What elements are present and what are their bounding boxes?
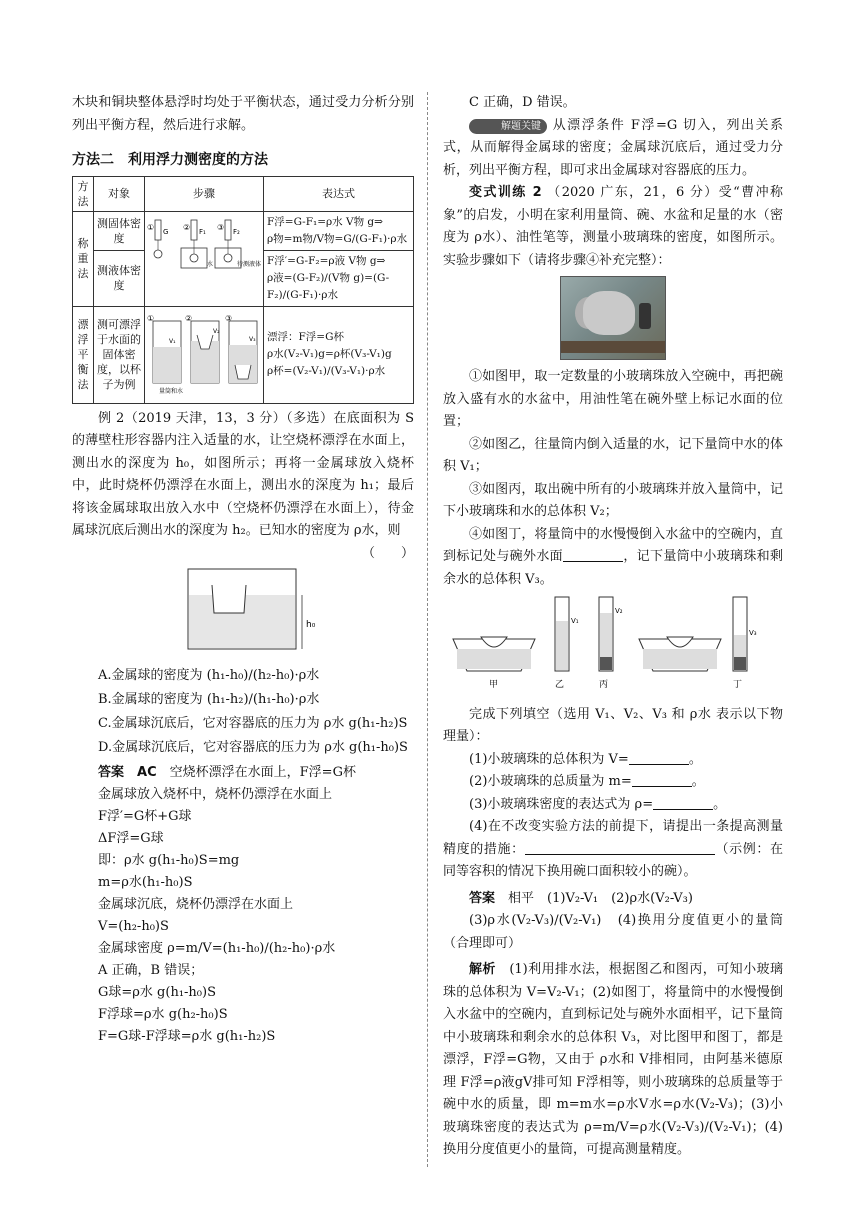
expression-liquid bbox=[264, 250, 414, 306]
floating-beaker bbox=[212, 585, 246, 613]
spring-scale-figure bbox=[145, 214, 263, 300]
left-column bbox=[72, 92, 414, 1048]
expression-solid bbox=[264, 211, 414, 250]
method-floating: 漂浮平衡法 bbox=[73, 306, 94, 403]
experiment-figure bbox=[443, 591, 783, 695]
step-2-label: ② bbox=[185, 313, 193, 323]
label-V1: V₁ bbox=[571, 617, 579, 625]
scale-3 bbox=[225, 220, 231, 240]
answer-bracket: （ ） bbox=[361, 545, 414, 561]
cylinder-water-yi bbox=[556, 621, 568, 670]
object-liquid: 测液体密度 bbox=[94, 250, 145, 306]
blank-q1[interactable] bbox=[629, 750, 689, 765]
right-column bbox=[443, 92, 783, 1162]
expr-floating-b: ρ水(V₂-V₁)g=ρ杯(V₃-V₁)g bbox=[267, 348, 392, 360]
steps-figure-floating bbox=[145, 306, 264, 403]
cao-chong-weighs-elephant-image bbox=[560, 276, 666, 360]
solution-line: F浮′=G杯+G球 bbox=[98, 809, 192, 824]
label-V1: V₁ bbox=[169, 337, 176, 345]
table-header-row bbox=[73, 176, 414, 211]
object-2 bbox=[190, 254, 198, 262]
depth-label-h0: h₀ bbox=[306, 620, 316, 630]
solution-line: 金属球沉底，烧杯仍漂浮在水面上 bbox=[98, 897, 294, 912]
step-3-label: ③ bbox=[217, 222, 225, 232]
glass-beads-ding bbox=[734, 657, 746, 670]
variant-text: （2020 广东，21，6 分）受“曹冲称象”的启发，小明在家利用量筒、碗、水盆和足量的水（密度为 ρ水）、油性笔等，测量小玻璃珠的密度，如图所示。实验步骤如下（请将步骤④补充完整）： bbox=[443, 185, 784, 268]
analysis-label: 解析 bbox=[469, 962, 496, 977]
expr-liquid-a: F浮′=G-F₂=ρ液 V物 g⇒ bbox=[267, 254, 386, 267]
answer-label: 答案 bbox=[98, 764, 125, 780]
fig-label-ding: 丁 bbox=[733, 680, 743, 690]
label-G: G bbox=[163, 227, 169, 236]
solution-line: ΔF浮=G球 bbox=[98, 831, 164, 846]
example-2-text bbox=[72, 408, 414, 561]
key-badge: 解题关键 bbox=[469, 119, 547, 134]
bowl-jia bbox=[481, 637, 507, 647]
elephant-shape bbox=[583, 291, 635, 335]
step-1-label: ① bbox=[147, 313, 155, 323]
bowl-ding bbox=[667, 637, 693, 647]
step-2-label: ② bbox=[183, 222, 191, 232]
question-3 bbox=[443, 794, 783, 817]
key-point bbox=[443, 115, 783, 183]
step-3: ③如图丙，取出碗中所有的小玻璃珠并放入量筒中，记下小玻璃珠和水的总体积 V₂； bbox=[443, 481, 783, 519]
header-steps: 步骤 bbox=[145, 176, 264, 211]
fig-label-yi: 乙 bbox=[555, 680, 565, 690]
label-test-liquid: 待测液体 bbox=[237, 260, 262, 268]
table-row bbox=[73, 306, 414, 403]
step-2: ②如图乙，往量筒内倒入适量的水，记下量筒中水的体积 V₁； bbox=[443, 436, 783, 474]
q1-text: (1)小玻璃珠的总体积为 V= bbox=[469, 751, 629, 767]
scale-1 bbox=[155, 220, 161, 240]
expr-floating-c: ρ杯=(V₂-V₁)/(V₃-V₁)·ρ水 bbox=[267, 365, 386, 377]
step-4 bbox=[443, 524, 783, 592]
solution-line: V=(h₂-h₀)S bbox=[98, 919, 169, 934]
expr-liquid-b: ρ液=(G-F₂)/(V物 g)=(G-F₂)/(G-F₁)·ρ水 bbox=[267, 271, 390, 301]
header-method: 方法 bbox=[73, 176, 94, 211]
fig-label-jia: 甲 bbox=[489, 680, 499, 690]
cup-sunk bbox=[235, 365, 251, 379]
method-weighing: 称重法 bbox=[73, 211, 94, 306]
label-V3: V₃ bbox=[749, 629, 757, 637]
question-1 bbox=[443, 749, 783, 772]
question-2 bbox=[443, 771, 783, 794]
expression-floating bbox=[264, 306, 414, 403]
option-b: B.金属球的密度为 (h₁-h₂)/(h₁-h₀)·ρ水 bbox=[98, 691, 320, 707]
analysis-text: (1)利用排水法，根据图乙和图丙，可知小玻璃珠的总体积为 V=V₂-V₁；(2)如图丁，将量筒中的水慢慢倒入水盆中的空碗内，直到标记处与碗外水面相平，记下量筒中小玻璃珠和剩余水的总体积 V₃，对比图甲和图丁，都是漂浮，F浮=G物，又由于 ρ水和 V排相同，由阿基米德原理 F浮=ρ液gV排可知 F浮相等，则小玻璃珠的总质量等于碗中水的质量，即 m=m水=ρ水V水=ρ水(V₂-V₃)；(3)小玻璃珠密度的表达式为 ρ=m/V=ρ水(V₂-V₃)/(V₂-V₁)；(4)换用分度值更小的量筒，可提高测量精度。 bbox=[443, 962, 783, 1157]
option-d: D.金属球沉底后，它对容器底的压力为 ρ水 g(h₁-h₀)S bbox=[98, 739, 408, 755]
option-a: A.金属球的密度为 (h₁-h₀)/(h₂-h₀)·ρ水 bbox=[98, 667, 320, 683]
intro-text: 木块和铜块整体悬浮时均处于平衡状态，通过受力分析分别列出平衡方程，然后进行求解。 bbox=[72, 95, 414, 133]
answer-value: AC bbox=[137, 764, 157, 780]
question-4 bbox=[443, 816, 783, 884]
step-1-label: ① bbox=[147, 222, 155, 232]
label-cylinder-water: 量筒和水 bbox=[159, 387, 184, 395]
analysis-block bbox=[443, 959, 783, 1162]
blank-q4[interactable] bbox=[525, 840, 715, 855]
table-row bbox=[73, 211, 414, 250]
column-divider bbox=[427, 92, 428, 1167]
header-object: 对象 bbox=[94, 176, 145, 211]
expr-floating-a: 漂浮：F浮=G杯 bbox=[267, 331, 344, 343]
label-V2: V₂ bbox=[213, 327, 220, 335]
blank-step4[interactable] bbox=[563, 547, 623, 562]
container-beaker-figure bbox=[72, 565, 414, 655]
object-floating: 测可漂浮于水面的固体密度，以杯子为例 bbox=[94, 306, 145, 403]
basin-water-ding bbox=[643, 649, 717, 669]
answer-block bbox=[443, 888, 783, 911]
label-V3: V₃ bbox=[249, 335, 256, 343]
glass-beads-bing bbox=[600, 657, 612, 670]
answer-first-line: 空烧杯漂浮在水面上，F浮=G杯 bbox=[169, 764, 356, 780]
expr-solid-b: ρ物=m物/V物=G/(G-F₁)·ρ水 bbox=[267, 232, 408, 245]
section-heading: 方法二 利用浮力测密度的方法 bbox=[72, 152, 268, 168]
solution-line: G球=ρ水 g(h₁-h₀)S bbox=[98, 985, 216, 1000]
solution-line: m=ρ水(h₁-h₀)S bbox=[98, 875, 193, 890]
solution-line: 金属球放入烧杯中，烧杯仍漂浮在水面上 bbox=[98, 787, 333, 802]
q3-text: (3)小玻璃珠密度的表达式为 ρ= bbox=[469, 796, 654, 812]
q2-text: (2)小玻璃珠的总质量为 m= bbox=[469, 774, 632, 789]
basin-water-jia bbox=[457, 649, 531, 669]
continued-text: C 正确，D 错误。 bbox=[469, 95, 576, 110]
example-2-body: 例 2（2019 天津，13，3 分）（多选）在底面积为 S 的薄壁柱形容器内注入适量的水，让空烧杯漂浮在水面上，测出水的深度为 h₀，如图所示；再将一金属球放入烧杯中，此时烧杯仍漂浮在水面上，测出水的深度为 h₁；最后将该金属球取出放入水中（空烧杯仍漂浮在水面上），待金属球沉底后测出水的深度为 h₂。已知水的密度为 ρ水，则 bbox=[72, 410, 414, 538]
label-F1: F₁ bbox=[199, 227, 206, 236]
step-3-label: ③ bbox=[225, 313, 233, 323]
q2-end: 。 bbox=[691, 774, 705, 789]
option-c: C.金属球沉底后，它对容器底的压力为 ρ水 g(h₁-h₂)S bbox=[98, 715, 408, 731]
object-1 bbox=[154, 250, 162, 258]
fig-label-bing: 丙 bbox=[599, 680, 609, 690]
expr-solid-a: F浮=G-F₁=ρ水 V物 g⇒ bbox=[267, 215, 383, 228]
solution-line: 即：ρ水 g(h₁-h₀)S=mg bbox=[98, 853, 240, 868]
blank-q3[interactable] bbox=[653, 795, 713, 810]
cylinder-cup-figure bbox=[145, 307, 263, 399]
solution-line: F浮球=ρ水 g(h₂-h₀)S bbox=[98, 1007, 228, 1022]
answer-label: 答案 bbox=[469, 890, 496, 906]
step-1: ①如图甲，取一定数量的小玻璃珠放入空碗中，再把碗放入盛有水的水盆中，用油性笔在碗外壁上标记水面的位置； bbox=[443, 369, 783, 429]
boat-shape bbox=[561, 341, 665, 353]
answer-line-1: 相平 (1)V₂-V₁ (2)ρ水(V₂-V₃) bbox=[508, 890, 693, 906]
answer-line bbox=[72, 762, 414, 785]
q1-end: 。 bbox=[688, 751, 702, 767]
solution-line: F=G球-F浮球=ρ水 g(h₁-h₂)S bbox=[98, 1029, 276, 1044]
blank-q2[interactable] bbox=[632, 772, 692, 787]
variant-label: 变式训练 2 bbox=[469, 185, 542, 200]
answer-line-2: (3)ρ水(V₂-V₃)/(V₂-V₁) (4)换用分度值更小的量筒（合理即可） bbox=[443, 913, 783, 951]
step-4-a: ④如图丁，将量筒中的水慢慢倒入水盆中的空碗内，直到标记处与碗外水面 bbox=[443, 526, 783, 564]
solution-line: 金属球密度 ρ=m/V=(h₁-h₀)/(h₂-h₀)·ρ水 bbox=[98, 941, 336, 956]
header-expression: 表达式 bbox=[264, 176, 414, 211]
q4-text-b: （示例：在同等容积的情况下换用碗口面积较小的碗）。 bbox=[443, 841, 783, 879]
object-3 bbox=[224, 254, 232, 262]
water-1 bbox=[153, 347, 181, 383]
steps-figure-weighing bbox=[145, 211, 264, 306]
q4-text-a: (4)在不改变实验方法的前提下，请提出一条提高测量精度的措施： bbox=[443, 819, 783, 857]
label-F2: F₂ bbox=[233, 227, 240, 236]
object-solid: 测固体密度 bbox=[94, 211, 145, 250]
label-water: 水 bbox=[207, 260, 214, 268]
scale-2 bbox=[191, 220, 197, 240]
person-shape bbox=[639, 303, 651, 329]
q3-end: 。 bbox=[713, 796, 727, 812]
solution-line: A 正确，B 错误； bbox=[98, 963, 204, 978]
label-V2: V₂ bbox=[615, 607, 623, 615]
variant-training bbox=[443, 182, 783, 272]
fill-intro: 完成下列填空（选用 V₁、V₂、V₃ 和 ρ水 表示以下物理量）： bbox=[443, 706, 783, 744]
step-4-b: ，记下量筒中小玻璃珠和剩余水的总体积 V₃。 bbox=[443, 549, 783, 587]
method-table bbox=[72, 176, 414, 404]
key-text: 从漂浮条件 F浮=G 切入，列出关系式，从而解得金属球的密度；金属球沉底后，通过受力分析，列出平衡方程，即可求出金属球对容器底的压力。 bbox=[443, 117, 783, 178]
